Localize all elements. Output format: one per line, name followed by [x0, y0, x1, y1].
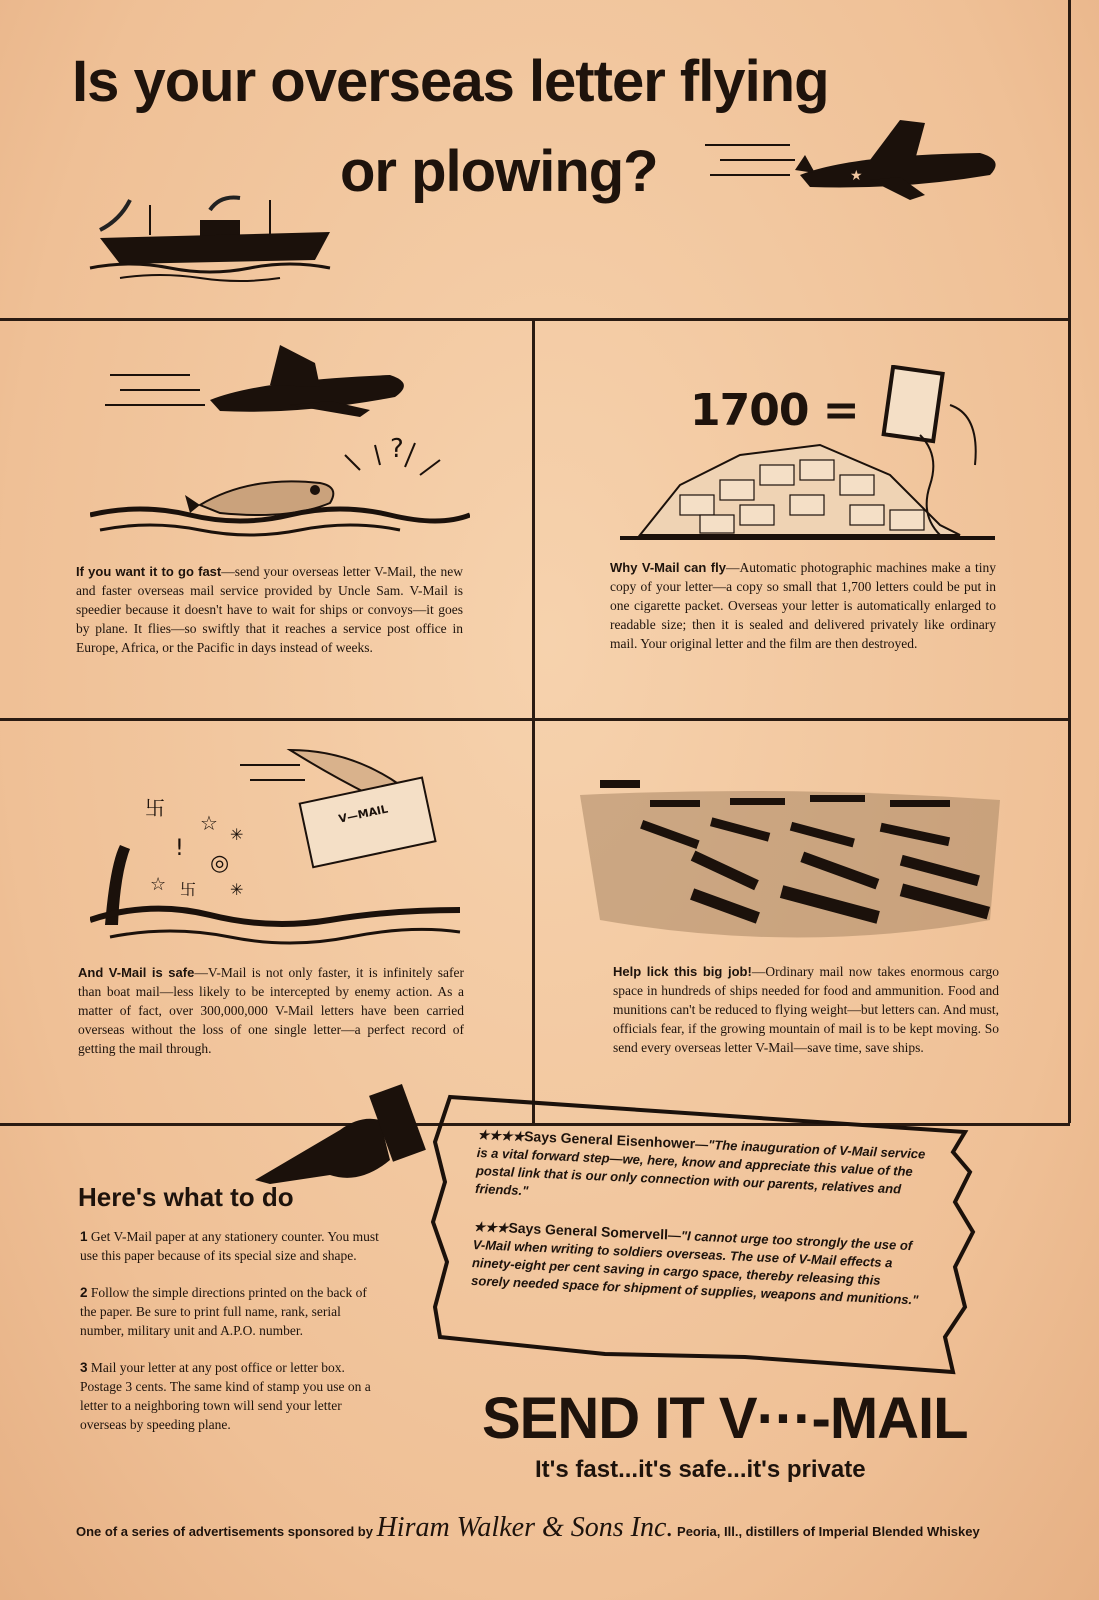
letter-pile-illustration [620, 365, 1000, 545]
headline-line1: Is your overseas letter flying [72, 49, 829, 114]
cta-title: SEND IT V···-MAIL [482, 1386, 968, 1451]
todo-step: 2 Follow the simple directions printed on the back of the paper. Be sure to print full name, rank, serial number, military unit and A.P.O. number. [80, 1285, 367, 1338]
plane-and-fish-illustration [90, 335, 470, 545]
divider-middle [0, 718, 1070, 721]
svg-text:☆: ☆ [200, 811, 218, 835]
panel-fly-text [610, 558, 996, 653]
panel-fly-body: —Automatic photographic machines make a tiny copy of your letter—a copy so small that 1,700 letters could be put in one cigarette packet. Overseas your letter is automatically enlarged to readable size; then it is sealed and delivered privately like ordinary mail. Your original letter and the film are then destroyed. [610, 560, 996, 651]
svg-text:!: ! [175, 836, 184, 861]
airplane-illustration [700, 115, 1010, 215]
panel-job-body: —Ordinary mail now takes enormous cargo space in hundreds of ships needed for food and ammunition. Food and munitions can't be reduced to flying weight—but letters can. And must, officials fear, if the growing mountain of mail is to be kept moving. So send every overseas letter V-Mail—save time, save ships. [613, 964, 999, 1055]
quote-speaker: Says General Eisenhower [523, 1128, 696, 1152]
panel-fast-body: —send your overseas letter V-Mail, the new and faster overseas mail service provided by Uncle Sam. V-Mail is speedier because it doesn't have to wait for ships or convoys—it goes by plane. It flies—so swiftly that it reaches a service post office in Europe, Africa, or the Pacific in days instead of weeks. [76, 564, 463, 655]
divider-vertical [532, 318, 535, 1123]
svg-text:★: ★ [850, 168, 863, 184]
footer-sponsor-line: One of a series of advertisements sponsored by Hiram Walker & Sons Inc. Peoria, Ill., distillers of Imperial Blended Whiskey [76, 1512, 980, 1543]
svg-text:✳: ✳ [230, 880, 244, 899]
page-border-right [1068, 0, 1071, 1123]
quote-somervell: ★★★Says General Somervell—"I cannot urge too strongly the use of V-Mail when writing to soldiers overseas. The use of V-Mail effects a ninety-eight per cent saving in cargo space, thereby releasing this sorely needed space for shipment of supplies, weapons and munitions." [470, 1218, 919, 1308]
svg-text:☆: ☆ [150, 874, 167, 895]
svg-text:?: ? [390, 434, 404, 464]
svg-text:◎: ◎ [210, 851, 230, 876]
envelope-label: V—MAIL [337, 802, 390, 826]
convoy-ships-illustration [580, 770, 1000, 950]
svg-text:卐: 卐 [180, 880, 197, 899]
todo-title: Here's what to do [78, 1182, 294, 1212]
pointing-hand-icon [250, 1080, 430, 1190]
todo-step: 1 Get V-Mail paper at any stationery counter. You must use this paper because of its special size and shape. [80, 1229, 379, 1263]
panel-fly-art-label: 1700 = [690, 385, 859, 436]
cargo-ship-illustration [80, 190, 350, 290]
winged-envelope-illustration [90, 745, 470, 945]
quote-speaker: Says General Somervell [508, 1219, 669, 1243]
todo-step: 3 Mail your letter at any post office or letter box. Postage 3 cents. The same kind of stamp you use on a letter to a neighboring town will send your letter overseas by speeding plane. [80, 1360, 371, 1432]
panel-safe-body: —V-Mail is not only faster, it is infinitely safer than boat mail—less likely to be intercepted by enemy action. As a matter of fact, over 300,000,000 V-Mail letters have been carried overseas without the loss of one single letter—a perfect record of getting the mail through. [78, 965, 464, 1056]
cta-tagline: It's fast...it's safe...it's private [535, 1456, 866, 1483]
sponsor-name: Hiram Walker & Sons Inc. [376, 1512, 674, 1543]
panel-fly-lead: Why V-Mail can fly [610, 560, 726, 575]
panel-fast-text [76, 562, 463, 657]
todo-steps [80, 1227, 385, 1452]
panel-job-lead: Help lick this big job! [613, 964, 752, 979]
panel-safe-lead: And V-Mail is safe [78, 965, 195, 980]
divider-top [0, 318, 1070, 321]
panel-safe-text [78, 963, 464, 1058]
panel-job-text [613, 962, 999, 1057]
headline-line2: or plowing? [340, 139, 658, 204]
quote-eisenhower: ★★★★Says General Eisenhower—"The inauguration of V-Mail service is a vital forward step—we, here, know and appreciate this value of the postal link that is our only connection with our parents, relatives and friends." [474, 1126, 926, 1199]
svg-text:卐: 卐 [145, 796, 165, 820]
panel-fast-lead: If you want it to go fast [76, 564, 222, 579]
svg-text:✳: ✳ [230, 825, 244, 844]
